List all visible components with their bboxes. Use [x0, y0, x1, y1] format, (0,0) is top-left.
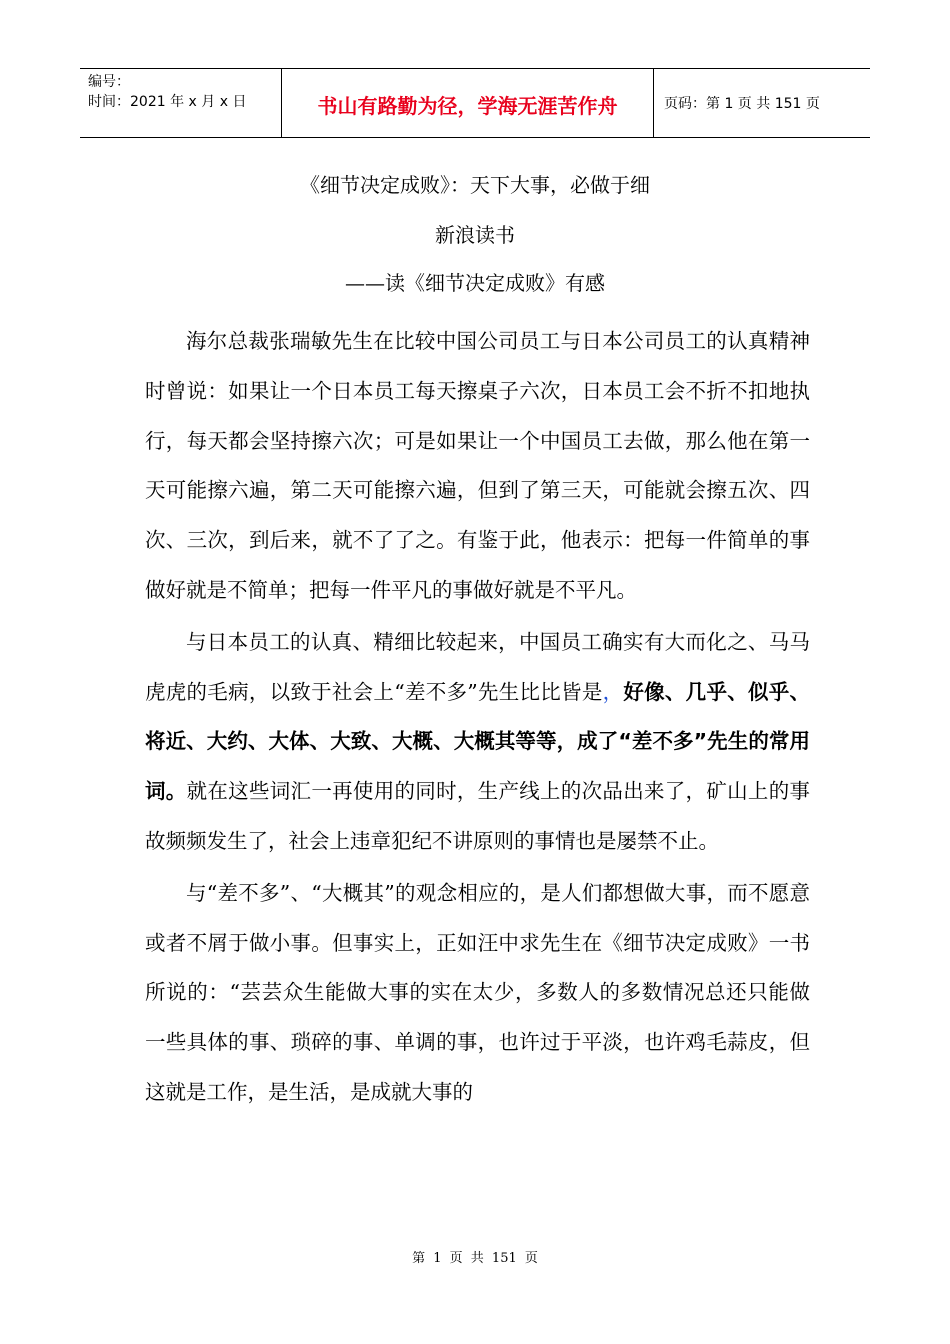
paragraph-2-end: 就在这些词汇一再使用的同时，生产线上的次品出来了，矿山上的事故频频发生了，社会上违章犯纪不讲原则的事情也是屡禁不止。	[145, 779, 811, 853]
page-footer: 第 1 页 共 151 页	[412, 1251, 538, 1266]
number-label: 编号：	[88, 74, 130, 90]
time-label: 时间：2021 年 x 月 x 日	[88, 94, 247, 110]
paragraph-2	[145, 618, 810, 867]
document-subtitle: ——读《细节决定成败》有感	[345, 271, 605, 295]
header-page-info: 页码：第 1 页 共 151 页	[664, 96, 820, 112]
page-header	[80, 68, 870, 138]
paragraph-2-comma: ，	[602, 679, 624, 704]
document-source: 新浪读书	[435, 223, 515, 247]
paragraph-1: 海尔总裁张瑞敏先生在比较中国公司员工与日本公司员工的认真精神时曾说：如果让一个日本员工每天擦桌子六次，日本员工会不折不扣地执行，每天都会坚持擦六次；可是如果让一个中国员工去做，那么他在第一天可能擦六遍，第二天可能擦六遍，但到了第三天，可能就会擦五次、四次、三次，到后来，就不了了之。有鉴于此，他表示：把每一件简单的事做好就是不简单；把每一件平凡的事做好就是不平凡。	[145, 329, 810, 602]
header-motto: 书山有路勤为径，学海无涯苦作舟	[282, 69, 654, 137]
paragraph-2-bold: 好像、几乎、似乎、将近、大约、大体、大致、大概、大概其等等，成了“差不多”先生的常用词。	[145, 679, 811, 804]
header-meta	[80, 69, 282, 137]
paragraph-3: 与“差不多”、“大概其”的观念相应的，是人们都想做大事，而不愿意或者不屑于做小事。但事实上，正如汪中求先生在《细节决定成败》一书所说的：“芸芸众生能做大事的实在太少，多数人的多数情况总还只能做一些具体的事、琐碎的事、单调的事，也许过于平淡，也许鸡毛蒜皮，但这就是工作，是生活，是成就大事的	[145, 880, 810, 1104]
document-title: 《细节决定成败》：天下大事，必做于细	[300, 173, 650, 197]
document-body	[145, 317, 810, 1120]
paragraph-2-start: 与日本员工的认真、精细比较起来，中国员工确实有大而化之、马马虎虎的毛病，以致于社会上“差不多”先生比比皆是	[145, 629, 810, 704]
